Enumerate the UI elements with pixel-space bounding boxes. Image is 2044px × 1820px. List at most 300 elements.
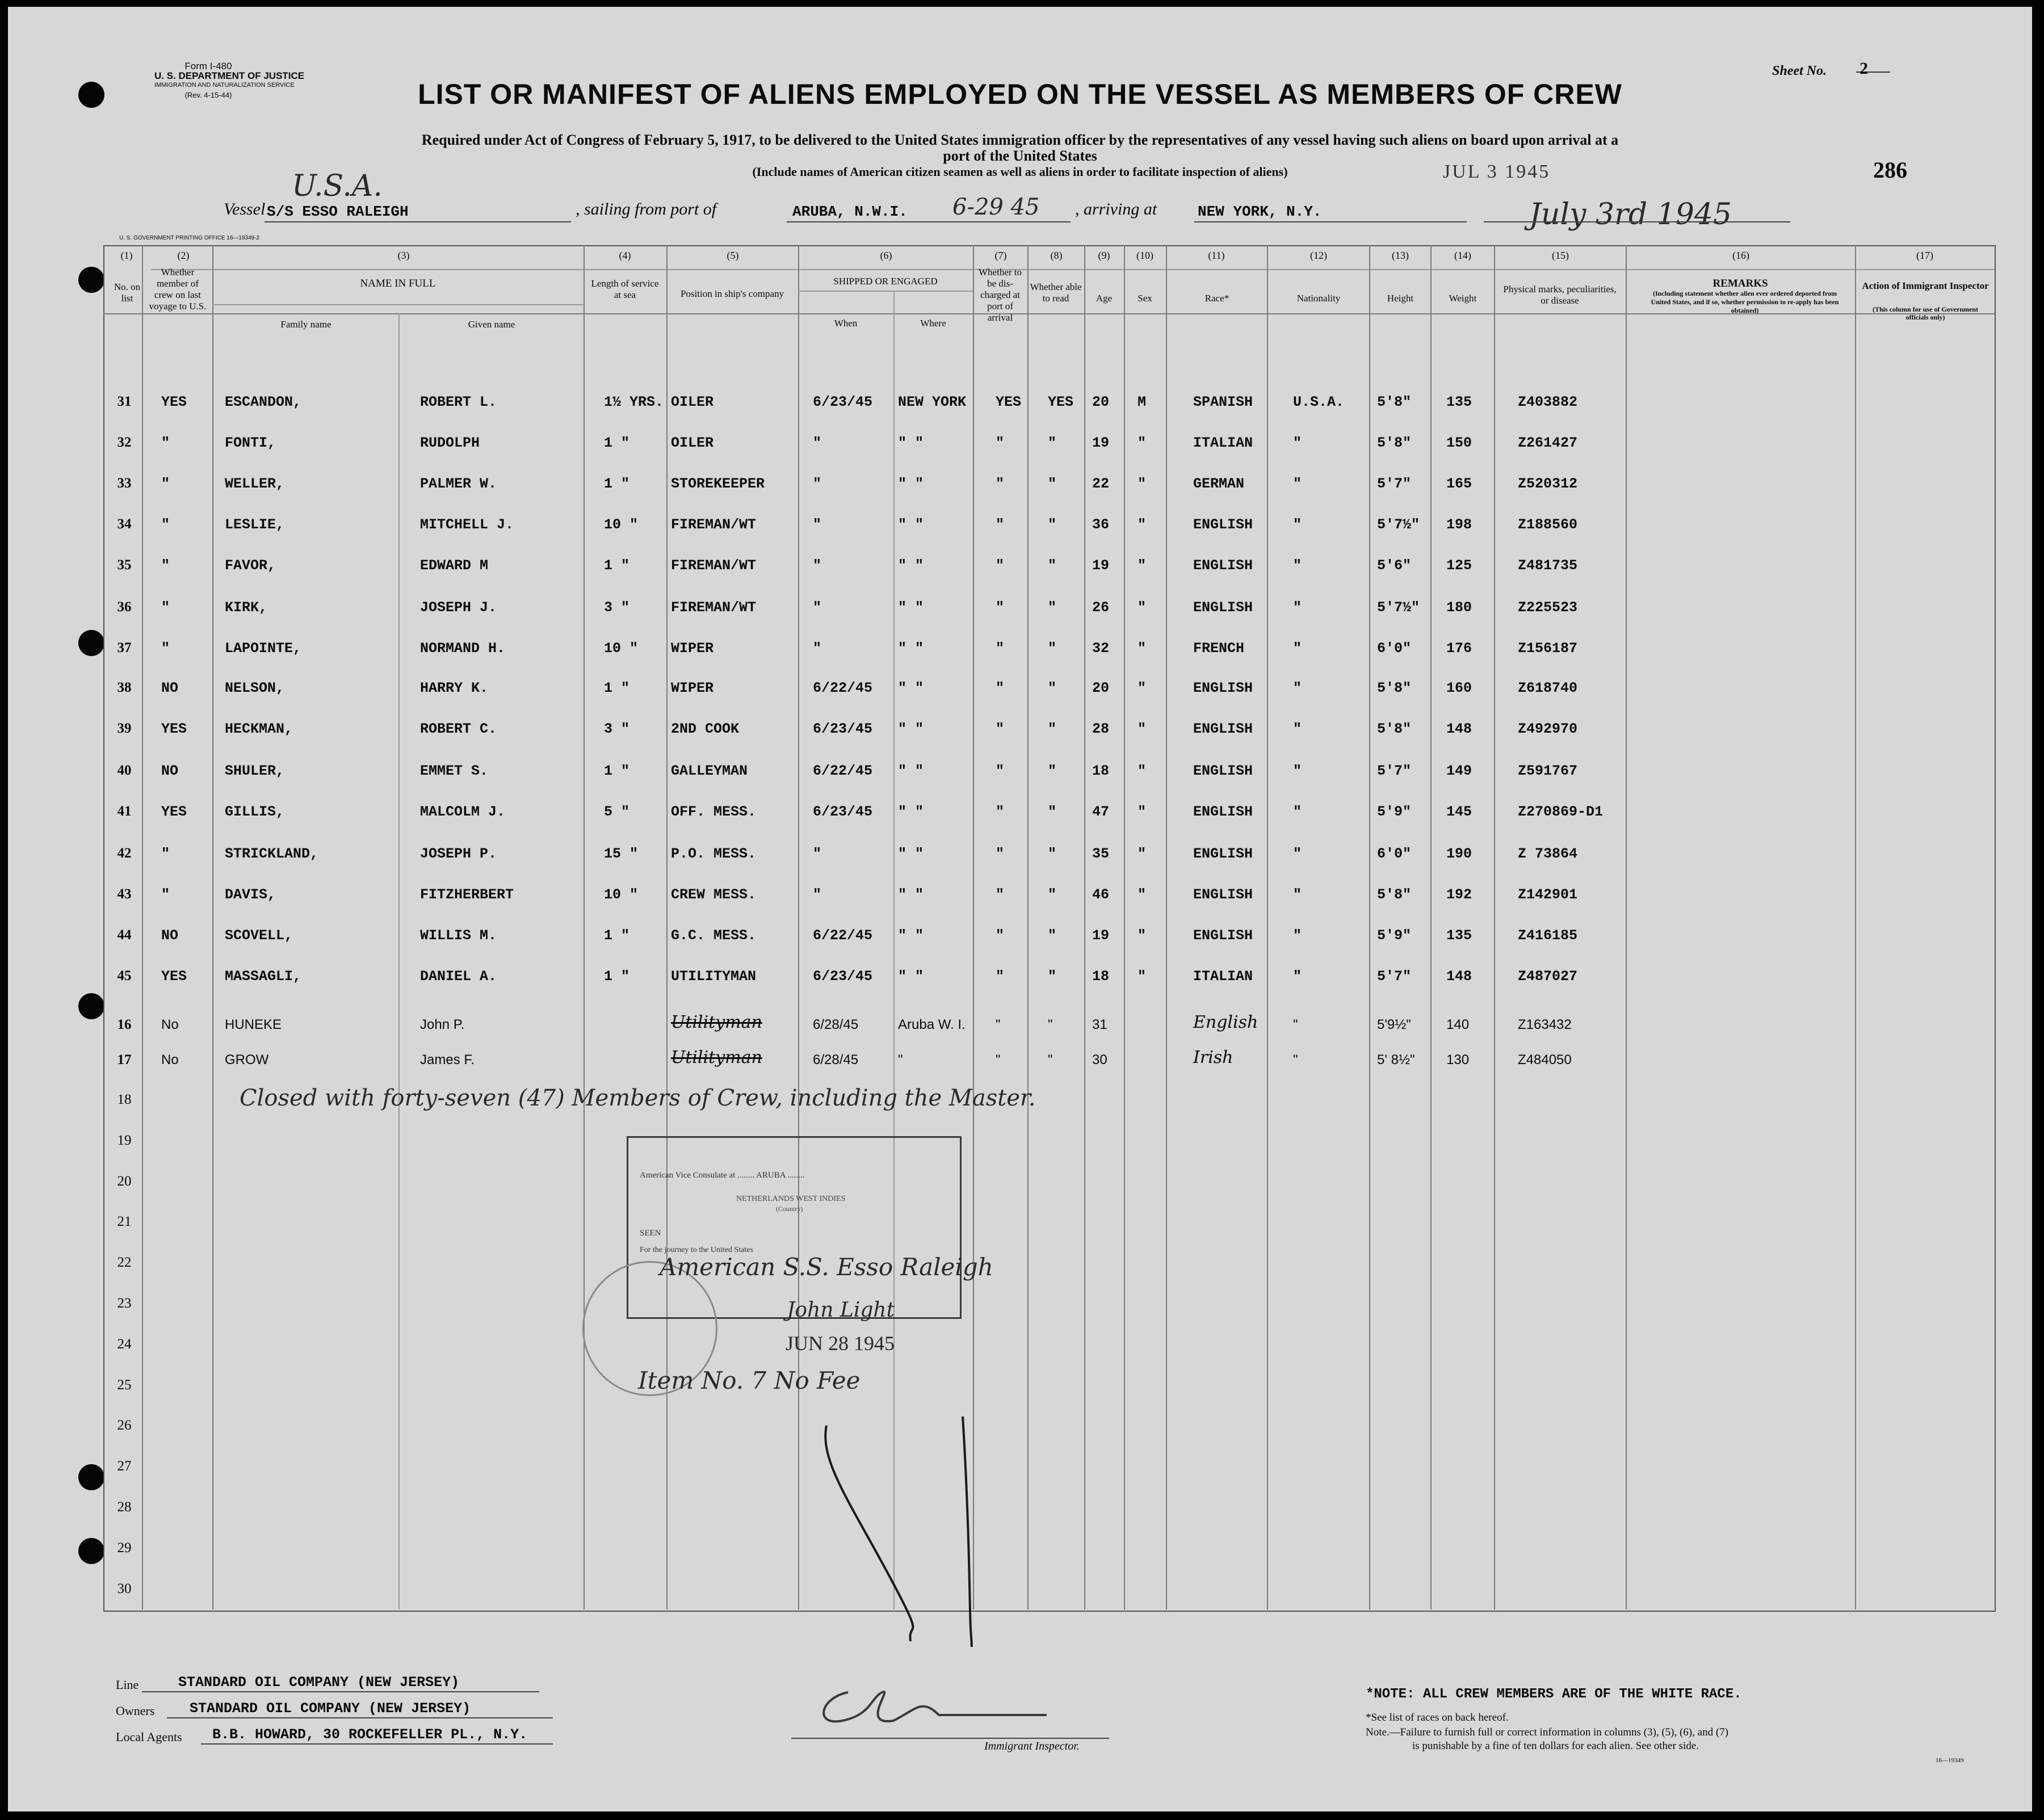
to-be-discharged-cell: " — [996, 886, 1005, 903]
given-name-cell: WILLIS M. — [420, 927, 497, 944]
weight-cell: 192 — [1446, 886, 1472, 903]
blank-row-number: 21 — [117, 1214, 132, 1230]
shipped-where-cell: " " — [898, 846, 924, 862]
able-to-read-cell: " — [1048, 640, 1057, 657]
age-cell: 36 — [1092, 516, 1110, 533]
shipped-when-cell: " — [813, 846, 822, 862]
row-number: 42 — [117, 846, 132, 861]
manifest-page — [8, 7, 2032, 1811]
family-name-cell: LESLIE, — [225, 516, 285, 533]
physical-marks-cell: Z188560 — [1518, 516, 1578, 533]
position-cell: OILER — [671, 435, 714, 451]
height-cell: 5'7" — [1377, 763, 1412, 779]
header-given-name: Given name — [468, 319, 515, 330]
shipped-where-cell: " " — [898, 557, 924, 574]
physical-marks-cell: Z163432 — [1518, 1017, 1572, 1032]
binder-hole — [78, 267, 104, 293]
blank-row-number: 18 — [117, 1092, 132, 1107]
member-last-voyage-cell: NO — [161, 927, 179, 944]
service-name: IMMIGRATION AND NATURALIZATION SERVICE — [154, 82, 295, 89]
shipped-when-cell: " — [813, 516, 822, 533]
age-cell: 18 — [1092, 763, 1110, 779]
position-cell: UTILITYMAN — [671, 968, 757, 985]
position-cell: OILER — [671, 394, 714, 410]
sex-cell: " — [1138, 599, 1147, 616]
race-cell: ENGLISH — [1193, 516, 1253, 533]
shipped-where-cell: " — [898, 1052, 903, 1067]
nationality-cell: " — [1293, 516, 1302, 533]
given-name-cell: John P. — [420, 1017, 465, 1032]
nationality-cell: " — [1293, 680, 1302, 696]
given-name-cell: NORMAND H. — [420, 640, 506, 657]
to-be-discharged-cell: " — [996, 968, 1005, 985]
col-num-5: (5) — [727, 250, 739, 261]
length-service-cell: 10 " — [604, 886, 639, 903]
physical-marks-cell: Z487027 — [1518, 968, 1578, 985]
able-to-read-cell: " — [1048, 516, 1057, 533]
row-number: 33 — [117, 476, 132, 491]
department-name: U. S. DEPARTMENT OF JUSTICE — [154, 70, 305, 81]
vessel-label: Vessel — [224, 200, 266, 218]
weight-cell: 198 — [1446, 516, 1472, 533]
col-num-14: (14) — [1454, 250, 1471, 261]
shipped-when-cell: 6/28/45 — [813, 1052, 859, 1067]
header-weight: Weight — [1449, 293, 1477, 304]
family-name-cell: MASSAGLI, — [225, 968, 302, 985]
stamp-journey: For the journey to the United States — [640, 1246, 753, 1254]
col-num-6: (6) — [880, 250, 892, 261]
shipped-when-cell: 6/22/45 — [813, 680, 873, 696]
form-title: LIST OR MANIFEST OF ALIENS EMPLOYED ON THE VESSEL AS MEMBERS OF CREW — [418, 78, 1622, 110]
row-number: 41 — [117, 804, 132, 819]
header-race: Race* — [1204, 293, 1229, 304]
nationality-cell: " — [1293, 1052, 1298, 1067]
col-num-9: (9) — [1098, 250, 1110, 261]
height-cell: 5'6" — [1377, 557, 1412, 574]
age-cell: 20 — [1092, 394, 1110, 410]
race-cell: ENGLISH — [1193, 557, 1253, 574]
physical-marks-cell: Z225523 — [1518, 599, 1578, 616]
length-service-cell: 1 " — [604, 968, 630, 985]
nationality-cell: " — [1293, 927, 1302, 944]
age-cell: 30 — [1092, 1052, 1107, 1067]
weight-cell: 150 — [1446, 435, 1472, 451]
nationality-cell: " — [1293, 763, 1302, 779]
given-name-cell: EMMET S. — [420, 763, 489, 779]
race-cell: Irish — [1193, 1048, 1233, 1067]
blank-row-number: 28 — [117, 1499, 132, 1515]
given-name-cell: MITCHELL J. — [420, 516, 514, 533]
sex-cell: " — [1138, 640, 1147, 657]
able-to-read-cell: " — [1048, 476, 1057, 492]
given-name-cell: DANIEL A. — [420, 968, 497, 985]
family-name-cell: ESCANDON, — [225, 394, 302, 410]
age-cell: 31 — [1092, 1017, 1107, 1032]
able-to-read-cell: YES — [1048, 394, 1074, 410]
height-cell: 5'7½" — [1377, 599, 1420, 616]
blank-row-number: 26 — [117, 1418, 132, 1434]
requirement-line-1: Required under Act of Congress of February 5, 1917, to be delivered to the United States immigration officer by the representatives of any vessel having such aliens on board upon arrival at a — [421, 132, 1619, 148]
row-number: 39 — [117, 721, 132, 736]
member-last-voyage-cell: " — [161, 435, 170, 451]
length-service-cell: 5 " — [604, 804, 630, 820]
race-cell: ENGLISH — [1193, 680, 1253, 696]
form-revision: (Rev. 4-15-44) — [184, 91, 232, 99]
age-cell: 20 — [1092, 680, 1110, 696]
to-be-discharged-cell: " — [996, 599, 1005, 616]
row-number: 44 — [117, 927, 132, 943]
shipped-when-cell: 6/22/45 — [813, 763, 873, 779]
race-cell: ITALIAN — [1193, 435, 1253, 451]
race-cell: ENGLISH — [1193, 763, 1253, 779]
physical-marks-cell: Z270869-D1 — [1518, 804, 1604, 820]
row-number: 40 — [117, 763, 132, 778]
date-stamp: JUL 3 1945 — [1443, 161, 1551, 182]
position-cell: FIREMAN/WT — [671, 516, 757, 533]
shipped-where-cell: " " — [898, 721, 924, 737]
shipped-where-cell: NEW YORK — [898, 394, 967, 410]
able-to-read-cell: " — [1048, 721, 1057, 737]
binder-hole — [78, 993, 104, 1019]
header-physical-marks: Physical marks, peculiarities, or disease — [1503, 284, 1617, 306]
consul-signature: John Light — [787, 1298, 895, 1322]
header-action-sub: (This column for use of Government officials only) — [1872, 305, 1979, 321]
member-last-voyage-cell: " — [161, 886, 170, 903]
family-name-cell: GILLIS, — [225, 804, 285, 820]
header-discharged: Whether to be dis-charged at port of arrival — [979, 267, 1022, 323]
blank-row-number: 29 — [117, 1540, 132, 1556]
position-cell: Utilityman — [671, 1012, 762, 1032]
physical-marks-cell: Z618740 — [1518, 680, 1578, 696]
sex-cell: " — [1138, 886, 1147, 903]
row-number: 31 — [117, 394, 132, 409]
age-cell: 19 — [1092, 927, 1110, 944]
height-cell: 5'7½" — [1377, 516, 1420, 533]
height-cell: 5'7" — [1377, 968, 1412, 985]
shipped-when-cell: 6/23/45 — [813, 968, 873, 985]
physical-marks-cell: Z142901 — [1518, 886, 1578, 903]
age-cell: 22 — [1092, 476, 1110, 492]
sex-cell: " — [1138, 968, 1147, 985]
able-to-read-cell: " — [1048, 927, 1057, 944]
consulate-line: American Vice Consulate at ........ ARUBA ........ — [640, 1171, 805, 1180]
height-cell: 5' 8½" — [1377, 1052, 1415, 1067]
member-last-voyage-cell: " — [161, 846, 170, 862]
family-name-cell: SHULER, — [225, 763, 285, 779]
arrival-date: July 3rd 1945 — [1529, 197, 1732, 232]
given-name-cell: ROBERT L. — [420, 394, 497, 410]
sex-cell: " — [1138, 763, 1147, 779]
height-cell: 5'9" — [1377, 804, 1412, 820]
fine-note-2: is punishable by a fine of ten dollars for each alien. See other side. — [1412, 1740, 1699, 1752]
able-to-read-cell: " — [1048, 1052, 1053, 1067]
given-name-cell: MALCOLM J. — [420, 804, 506, 820]
given-name-cell: JOSEPH J. — [420, 599, 497, 616]
race-cell: GERMAN — [1193, 476, 1245, 492]
family-name-cell: STRICKLAND, — [225, 846, 319, 862]
shipped-when-cell: 6/28/45 — [813, 1017, 859, 1032]
member-last-voyage-cell: " — [161, 476, 170, 492]
col-num-2: (2) — [177, 250, 190, 261]
shipped-when-cell: " — [813, 640, 822, 657]
col-num-10: (10) — [1136, 250, 1153, 261]
page-number: 286 — [1873, 157, 1907, 183]
physical-marks-cell: Z403882 — [1518, 394, 1578, 410]
position-cell: STOREKEEPER — [671, 476, 765, 492]
height-cell: 5'8" — [1377, 721, 1412, 737]
header-member-last-voyage: Whether member of crew on last voyage to U.S. — [149, 267, 207, 312]
shipped-where-cell: " " — [898, 927, 924, 944]
nationality-cell: " — [1293, 640, 1302, 657]
able-to-read-cell: " — [1048, 680, 1057, 696]
family-name-cell: LAPOINTE, — [225, 640, 302, 657]
col-num-3: (3) — [397, 250, 410, 261]
race-cell: English — [1193, 1012, 1258, 1032]
col-num-11: (11) — [1208, 250, 1225, 261]
header-no-on-list: No. on list — [114, 281, 141, 304]
physical-marks-cell: Z591767 — [1518, 763, 1578, 779]
blank-row-number: 25 — [117, 1377, 132, 1393]
nationality-cell: " — [1293, 721, 1302, 737]
weight-cell: 180 — [1446, 599, 1472, 616]
header-remarks-sub: (Including statement whether alien ever ordered deported from United States, and if so, whether permission to re-apply has been obtained) — [1651, 289, 1839, 314]
age-cell: 26 — [1092, 599, 1110, 616]
member-last-voyage-cell: " — [161, 516, 170, 533]
to-be-discharged-cell: " — [996, 516, 1005, 533]
physical-marks-cell: Z520312 — [1518, 476, 1578, 492]
header-name-in-full: NAME IN FULL — [360, 278, 436, 289]
position-cell: G.C. MESS. — [671, 927, 757, 944]
sailing-date: 6-29 45 — [952, 194, 1040, 220]
shipped-where-cell: " " — [898, 516, 924, 533]
weight-cell: 148 — [1446, 968, 1472, 985]
height-cell: 6'0" — [1377, 640, 1412, 657]
family-name-cell: DAVIS, — [225, 886, 276, 903]
owners-label: Owners — [116, 1704, 155, 1718]
race-cell: ITALIAN — [1193, 968, 1253, 985]
row-number: 16 — [117, 1017, 132, 1032]
hand-strokes — [814, 1414, 984, 1653]
stamp-seen: SEEN — [640, 1229, 661, 1238]
blank-row-number: 22 — [117, 1255, 132, 1271]
height-cell: 5'8" — [1377, 886, 1412, 903]
member-last-voyage-cell: " — [161, 557, 170, 574]
member-last-voyage-cell: YES — [161, 721, 187, 737]
blank-row-number: 27 — [117, 1458, 132, 1474]
shipped-where-cell: " " — [898, 886, 924, 903]
port-from: ARUBA, N.W.I. — [792, 203, 908, 220]
header-shipped-engaged: SHIPPED OR ENGAGED — [833, 276, 938, 287]
length-service-cell: 1½ YRS. — [604, 394, 664, 410]
length-service-cell: 1 " — [604, 927, 630, 944]
shipped-where-cell: " " — [898, 435, 924, 451]
sex-cell: " — [1138, 804, 1147, 820]
shipped-when-cell: 6/23/45 — [813, 804, 873, 820]
given-name-cell: PALMER W. — [420, 476, 497, 492]
able-to-read-cell: " — [1048, 435, 1057, 451]
length-service-cell: 1 " — [604, 557, 630, 574]
weight-cell: 135 — [1446, 394, 1472, 410]
height-cell: 5'7" — [1377, 476, 1412, 492]
line-value: STANDARD OIL COMPANY (NEW JERSEY) — [178, 1674, 460, 1691]
height-cell: 5'8" — [1377, 680, 1412, 696]
age-cell: 18 — [1092, 968, 1110, 985]
col-num-17: (17) — [1916, 250, 1933, 261]
sailing-label: , sailing from port of — [576, 200, 717, 218]
shipped-when-cell: " — [813, 599, 822, 616]
row-number: 34 — [117, 516, 132, 532]
length-service-cell: 3 " — [604, 599, 630, 616]
family-name-cell: HUNEKE — [225, 1017, 282, 1032]
family-name-cell: FAVOR, — [225, 557, 276, 574]
shipped-where-cell: " " — [898, 476, 924, 492]
row-number: 32 — [117, 435, 132, 450]
vessel-name: S/S ESSO RALEIGH — [267, 203, 409, 220]
physical-marks-cell: Z261427 — [1518, 435, 1578, 451]
vessel-hand-note: U.S.A. — [292, 169, 383, 203]
shipped-where-cell: " " — [898, 968, 924, 985]
shipped-where-cell: " " — [898, 804, 924, 820]
stamp-date: JUN 28 1945 — [786, 1332, 895, 1355]
to-be-discharged-cell: " — [996, 927, 1005, 944]
weight-cell: 130 — [1446, 1052, 1470, 1067]
member-last-voyage-cell: " — [161, 599, 170, 616]
given-name-cell: HARRY K. — [420, 680, 489, 696]
nationality-cell: " — [1293, 557, 1302, 574]
header-when: When — [834, 318, 858, 329]
nationality-cell: " — [1293, 886, 1302, 903]
given-name-cell: RUDOLPH — [420, 435, 480, 451]
col-num-15: (15) — [1552, 250, 1569, 261]
header-able-read: Whether able to read — [1030, 281, 1082, 304]
col-num-13: (13) — [1392, 250, 1409, 261]
nationality-cell: U.S.A. — [1293, 394, 1345, 410]
family-name-cell: WELLER, — [225, 476, 285, 492]
port-to: NEW YORK, N.Y. — [1198, 203, 1322, 220]
age-cell: 47 — [1092, 804, 1110, 820]
member-last-voyage-cell: YES — [161, 394, 187, 410]
blank-row-number: 30 — [117, 1581, 132, 1596]
nationality-cell: " — [1293, 435, 1302, 451]
sex-cell: " — [1138, 476, 1147, 492]
physical-marks-cell: Z 73864 — [1518, 846, 1578, 862]
weight-cell: 148 — [1446, 721, 1472, 737]
row-number: 37 — [117, 640, 132, 655]
header-length-service: Length of service at sea — [591, 278, 659, 300]
closing-note: Closed with forty-seven (47) Members of Crew, including the Master. — [240, 1085, 1036, 1111]
able-to-read-cell: " — [1048, 599, 1057, 616]
position-cell: FIREMAN/WT — [671, 599, 757, 616]
given-name-cell: JOSEPH P. — [420, 846, 497, 862]
position-cell: Utilityman — [671, 1048, 762, 1067]
inspector-signature — [808, 1681, 1058, 1732]
weight-cell: 149 — [1446, 763, 1472, 779]
nationality-cell: " — [1293, 1017, 1298, 1032]
sex-cell: " — [1138, 557, 1147, 574]
header-nationality: Nationality — [1296, 293, 1341, 304]
weight-cell: 190 — [1446, 846, 1472, 862]
member-last-voyage-cell: NO — [161, 763, 179, 779]
able-to-read-cell: " — [1048, 968, 1057, 985]
shipped-when-cell: 6/22/45 — [813, 927, 873, 944]
race-cell: ENGLISH — [1193, 599, 1253, 616]
height-cell: 6'0" — [1377, 846, 1412, 862]
race-cell: ENGLISH — [1193, 927, 1253, 944]
header-height: Height — [1387, 293, 1414, 304]
member-last-voyage-cell: " — [161, 640, 170, 657]
able-to-read-cell: " — [1048, 557, 1057, 574]
agents-label: Local Agents — [116, 1730, 182, 1744]
race-cell: ENGLISH — [1193, 804, 1253, 820]
col-num-7: (7) — [994, 250, 1007, 261]
form-code: 16—19349 — [1936, 1757, 1964, 1764]
length-service-cell: 1 " — [604, 476, 630, 492]
to-be-discharged-cell: " — [996, 435, 1005, 451]
inspector-label: Immigrant Inspector. — [984, 1740, 1080, 1752]
family-name-cell: GROW — [225, 1052, 269, 1067]
position-cell: WIPER — [671, 640, 714, 657]
sheet-number: 2 — [1860, 59, 1868, 78]
member-last-voyage-cell: NO — [161, 680, 179, 696]
binder-hole — [78, 1464, 104, 1490]
position-cell: CREW MESS. — [671, 886, 757, 903]
header-sex: Sex — [1138, 293, 1152, 304]
given-name-cell: ROBERT C. — [420, 721, 497, 737]
able-to-read-cell: " — [1048, 804, 1057, 820]
shipped-where-cell: Aruba W. I. — [898, 1017, 966, 1032]
blank-row-number: 20 — [117, 1173, 132, 1189]
col-num-8: (8) — [1050, 250, 1063, 261]
to-be-discharged-cell: " — [996, 557, 1005, 574]
to-be-discharged-cell: " — [996, 680, 1005, 696]
to-be-discharged-cell: " — [996, 846, 1005, 862]
nationality-cell: " — [1293, 804, 1302, 820]
stamp-country-label: (Country) — [776, 1205, 803, 1213]
shipped-when-cell: 6/23/45 — [813, 721, 873, 737]
length-service-cell: 1 " — [604, 763, 630, 779]
shipped-where-cell: " " — [898, 599, 924, 616]
physical-marks-cell: Z484050 — [1518, 1052, 1572, 1067]
shipped-where-cell: " " — [898, 640, 924, 657]
able-to-read-cell: " — [1048, 1017, 1053, 1032]
sex-cell: " — [1138, 927, 1147, 944]
height-cell: 5'8" — [1377, 394, 1412, 410]
row-number: 35 — [117, 557, 132, 573]
age-cell: 19 — [1092, 557, 1110, 574]
shipped-when-cell: " — [813, 557, 822, 574]
height-cell: 5'9½" — [1377, 1017, 1411, 1032]
sex-cell: M — [1138, 394, 1147, 410]
to-be-discharged-cell: " — [996, 721, 1005, 737]
sex-cell: " — [1138, 846, 1147, 862]
physical-marks-cell: Z416185 — [1518, 927, 1578, 944]
to-be-discharged-cell: " — [996, 1052, 1001, 1067]
item-note: Item No. 7 No Fee — [638, 1367, 861, 1394]
position-cell: WIPER — [671, 680, 714, 696]
to-be-discharged-cell: " — [996, 640, 1005, 657]
col-num-4: (4) — [619, 250, 631, 261]
blank-row-number: 19 — [117, 1132, 132, 1148]
to-be-discharged-cell: YES — [996, 394, 1022, 410]
able-to-read-cell: " — [1048, 886, 1057, 903]
given-name-cell: EDWARD M — [420, 557, 489, 574]
given-name-cell: FITZHERBERT — [420, 886, 514, 903]
physical-marks-cell: Z156187 — [1518, 640, 1578, 657]
form-number: Form I-480 — [184, 61, 232, 72]
row-number: 38 — [117, 680, 132, 695]
family-name-cell: FONTI, — [225, 435, 276, 451]
member-last-voyage-cell: No — [161, 1052, 179, 1067]
